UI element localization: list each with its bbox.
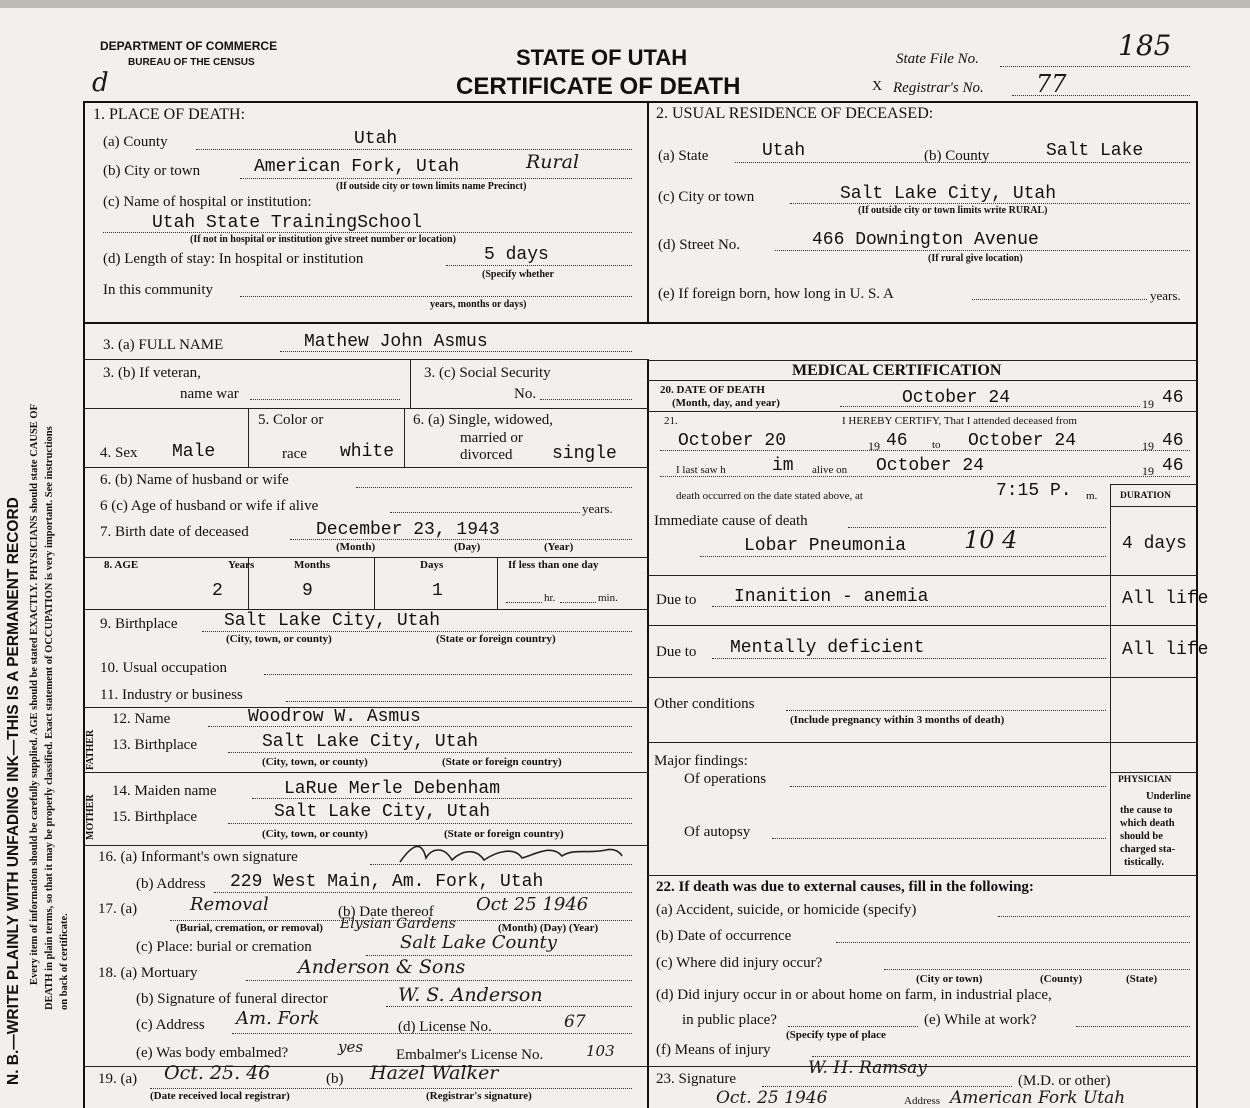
s21-time: 7:15 P.: [996, 481, 1072, 501]
s1-hospital-label: (c) Name of hospital or institution:: [103, 194, 312, 210]
s8-days-label: Days: [420, 559, 444, 571]
s23-signature-line: [762, 1086, 1012, 1087]
physician-note-5: charged sta-: [1120, 844, 1176, 855]
s23-signature-label: 23. Signature: [656, 1071, 736, 1087]
s17-cemetery: Elysian Gardens: [340, 916, 456, 932]
s21-alive-year: 46: [1162, 456, 1184, 476]
s17-c-label: (c) Place: burial or cremation: [136, 939, 312, 955]
s17-date: Oct 25 1946: [476, 894, 589, 915]
s20-line: [840, 406, 1140, 407]
s8-months: 9: [302, 581, 313, 601]
due1-label: Due to: [656, 592, 697, 608]
s1-stay-label: (d) Length of stay: In hospital or institution: [103, 251, 364, 267]
margin-warning: N. B.—WRITE PLAINLY WITH UNFADING INK—THIS IS A PERMANENT RECORD: [5, 497, 22, 1085]
rule-duration-sub: [1110, 506, 1198, 507]
rule-3bc-divider: [410, 359, 411, 408]
s15-note2: (State or foreign country): [444, 828, 564, 840]
s21-from-date: October 20: [678, 431, 787, 451]
s22-c-note1: (City or town): [916, 973, 983, 985]
s19-note1: (Date received local registrar): [150, 1090, 290, 1102]
frame-left: [83, 101, 85, 1108]
s19-b-label: (b): [326, 1071, 344, 1087]
s17-place: Salt Lake County: [400, 932, 557, 953]
s22-e-label: (e) While at work?: [924, 1012, 1037, 1028]
s19-date-received: Oct. 25. 46: [164, 1062, 271, 1084]
s1-city-line: [240, 178, 632, 179]
s6-marital-label2: married or: [460, 430, 523, 446]
ops-line: [790, 786, 1106, 787]
s15-bp-line: [228, 823, 632, 824]
s1-rural: Rural: [526, 151, 580, 173]
s13-note1: (City, town, or county): [262, 756, 368, 768]
s18-license: 67: [564, 1012, 586, 1032]
s22-a-line: [998, 916, 1190, 917]
other-label: Other conditions: [654, 696, 755, 712]
s1-county-label: (a) County: [103, 134, 168, 150]
s3-ssn-line: [540, 399, 632, 400]
s23-suffix: (M.D. or other): [1018, 1073, 1111, 1089]
s11-industry-line: [286, 701, 632, 702]
rule-cause-1: [647, 575, 1198, 576]
s8-min: min.: [598, 592, 618, 604]
s8-age-label: 8. AGE: [104, 559, 139, 571]
s13-note2: (State or foreign country): [442, 756, 562, 768]
s2-street: 466 Downington Avenue: [812, 230, 1039, 250]
other-note: (Include pregnancy within 3 months of death): [790, 714, 1005, 726]
s16-informant-label: 16. (a) Informant's own signature: [98, 849, 298, 865]
s2-state-line: [735, 162, 1190, 163]
physician-note-1: Underline: [1146, 791, 1191, 802]
s6-marital: single: [552, 444, 617, 464]
s21-line2: [660, 476, 1190, 477]
s13-bp: Salt Lake City, Utah: [262, 732, 479, 752]
s14-name-label: 14. Maiden name: [112, 783, 217, 799]
medical-title: MEDICAL CERTIFICATION: [792, 362, 1002, 379]
s20-death-date: October 24: [902, 388, 1011, 408]
s17-a-label: 17. (a): [98, 901, 138, 917]
s20-label: 20. DATE OF DEATH: [660, 384, 765, 396]
state-file-label: State File No.: [896, 51, 979, 67]
s23-date: Oct. 25 1946: [716, 1088, 828, 1108]
mark-x: X: [872, 79, 883, 94]
rule-other: [647, 742, 1198, 743]
s16-address-line: [214, 892, 632, 893]
s1-county-line: [196, 149, 632, 150]
s9-birthplace-line: [202, 631, 632, 632]
s7-month-note: (Month): [336, 541, 376, 553]
physician-note-3: which death: [1120, 818, 1175, 829]
rule-after-3a: [83, 359, 649, 360]
dur2: All life: [1122, 589, 1209, 609]
s10-occupation-label: 10. Usual occupation: [100, 660, 228, 676]
s14-name: LaRue Merle Debenham: [284, 779, 501, 799]
s8-hr-line: [506, 602, 542, 603]
s2-foreign-suffix: years.: [1150, 288, 1181, 303]
s21-alive-date: October 24: [876, 456, 985, 476]
s9-birthplace: Salt Lake City, Utah: [224, 611, 441, 631]
s8-years-label: Years: [228, 559, 255, 571]
s18-mortuary-line: [246, 980, 632, 981]
s3-veteran-line: [250, 399, 400, 400]
s22-f-label: (f) Means of injury: [656, 1042, 771, 1058]
physician-note-6: tistically.: [1124, 857, 1164, 868]
s22-c-label: (c) Where did injury occur?: [656, 955, 823, 971]
rule-after-456: [83, 467, 649, 468]
s18-embalmed: yes: [338, 1038, 364, 1056]
s9-note1: (City, town, or county): [226, 633, 332, 645]
s8-days: 1: [432, 581, 443, 601]
s18-director-line: [386, 1006, 632, 1007]
registrar-label: Registrar's No.: [893, 80, 984, 96]
s1-stay-note: (Specify whether: [482, 269, 554, 280]
s2-street-line: [775, 250, 1190, 251]
s3-veteran-label: 3. (b) If veteran,: [103, 365, 201, 381]
s18-embalmed-label: (e) Was body embalmed?: [136, 1045, 289, 1061]
s12-name-line: [208, 726, 632, 727]
s12-name: Woodrow W. Asmus: [248, 707, 421, 727]
cause3: Mentally deficient: [730, 638, 925, 658]
major-label: Major findings:: [654, 753, 748, 769]
other-line: [786, 710, 1106, 711]
s3-fullname-line: [280, 351, 632, 352]
s6b-spouse-line: [356, 487, 632, 488]
s13-bp-label: 13. Birthplace: [112, 737, 197, 753]
s1-hospital-line: [103, 232, 632, 233]
s21-occurred: death occurred on the date stated above, at: [676, 490, 863, 502]
s22-d-label2: in public place?: [682, 1012, 777, 1028]
s9-birthplace-label: 9. Birthplace: [100, 616, 178, 632]
s4-sex-label: 4. Sex: [100, 445, 138, 461]
s21-last-saw: im: [772, 456, 794, 476]
s16-informant-signature: [396, 838, 626, 870]
cause2-line: [712, 606, 1106, 607]
s18-address: Am. Fork: [236, 1008, 320, 1029]
mark-d: d: [92, 68, 109, 98]
s3-fullname-label: 3. (a) FULL NAME: [103, 337, 224, 353]
s8-months-label: Months: [294, 559, 331, 571]
rule-4-5: [248, 408, 249, 467]
rule-cause-2: [647, 625, 1198, 626]
s7-birth-date: December 23, 1943: [316, 520, 500, 540]
s20-yr-prefix: 19: [1142, 397, 1154, 411]
physician-title: PHYSICIAN: [1118, 775, 1172, 785]
rule-before-age: [83, 557, 649, 558]
s20-year: 46: [1162, 388, 1184, 408]
s21-to-yr-prefix: 19: [1142, 439, 1154, 453]
s23-address-label: Address: [904, 1095, 941, 1107]
mother-label: MOTHER: [85, 794, 96, 840]
s1-county: Utah: [354, 129, 398, 149]
s22-f-line: [812, 1056, 1190, 1057]
s2-city-line: [790, 203, 1190, 204]
s3-ssn-label2: No.: [514, 386, 537, 402]
s20-note: (Month, day, and year): [672, 397, 780, 409]
s7-day-note: (Day): [454, 541, 481, 553]
s22-c-line: [884, 969, 1190, 970]
rule-before-22: [647, 875, 1198, 876]
s2-street-note: (If rural give location): [928, 253, 1023, 264]
s22-d-note: (Specify type of place: [786, 1029, 886, 1041]
duration-label: DURATION: [1120, 491, 1172, 501]
rule-age-2: [374, 557, 375, 609]
s8-years: 2: [212, 581, 223, 601]
s7-birth-line: [290, 539, 632, 540]
s18-director: W. S. Anderson: [398, 984, 543, 1006]
center-divider-bottom: [647, 360, 649, 1108]
s11-industry-label: 11. Industry or business: [100, 687, 243, 703]
margin-instructions-1: Every item of information should be carefully supplied. AGE should be stated EXACTLY. PHYSICIANS should state CAUSE OF: [29, 404, 40, 985]
s9-note2: (State or foreign country): [436, 633, 556, 645]
s18-mortuary: Anderson & Sons: [298, 956, 466, 978]
s1-stay: 5 days: [484, 245, 549, 265]
s18-address-line: [232, 1033, 632, 1034]
cause2: Inanition - anemia: [734, 587, 929, 607]
rule-after-3bc: [83, 408, 649, 409]
s16-address-label: (b) Address: [136, 876, 206, 892]
s15-note1: (City, town, or county): [262, 828, 368, 840]
s21-from-year: 46: [886, 431, 908, 451]
dur3: All life: [1122, 640, 1209, 660]
father-label: FATHER: [85, 729, 96, 770]
s21-from-yr-prefix: 19: [868, 439, 880, 453]
dept-label: DEPARTMENT OF COMMERCE: [100, 39, 278, 53]
s2-state: Utah: [762, 141, 806, 161]
rule-after-20: [647, 411, 1198, 412]
margin-instructions-3: on back of certificate.: [59, 913, 70, 1010]
s21-certify: I HEREBY CERTIFY, That I attended deceased from: [842, 415, 1077, 427]
s6-marital-label3: divorced: [460, 447, 513, 463]
rule-physician: [1110, 772, 1198, 773]
s1-city: American Fork, Utah: [254, 157, 460, 177]
cause3-line: [712, 658, 1106, 659]
top-edge: [0, 0, 1250, 8]
immediate-label: Immediate cause of death: [654, 513, 808, 529]
s22-b-label: (b) Date of occurrence: [656, 928, 792, 944]
rule-after-1-2: [83, 322, 1198, 324]
s6c-age-suffix: years.: [582, 501, 613, 516]
s2-foreign-line: [972, 299, 1147, 300]
frame-top: [83, 101, 1198, 103]
center-divider-top: [647, 101, 649, 323]
s1-title: 1. PLACE OF DEATH:: [93, 106, 246, 123]
s21-to-date: October 24: [968, 431, 1077, 451]
s22-c-note3: (State): [1126, 973, 1158, 985]
s15-bp: Salt Lake City, Utah: [274, 802, 491, 822]
s5-race: white: [340, 442, 395, 462]
dur1: 4 days: [1122, 534, 1187, 554]
s19-registrar: Hazel Walker: [370, 1062, 499, 1084]
rule-after-medical-title: [647, 380, 1198, 381]
s2-foreign-label: (e) If foreign born, how long in U. S. A: [658, 286, 894, 302]
s3-fullname: Mathew John Asmus: [304, 332, 488, 352]
s8-lt-label: If less than one day: [508, 559, 599, 571]
s8-hr: hr.: [544, 592, 556, 604]
rule-age-3: [497, 557, 498, 609]
autopsy-label: Of autopsy: [684, 824, 751, 840]
s2-city-note: (If outside city or town limits write RURAL): [858, 205, 1048, 216]
s6c-age-line: [390, 512, 580, 513]
s6b-spouse-label: 6. (b) Name of husband or wife: [100, 472, 289, 488]
s21-to: to: [932, 439, 941, 451]
rule-after-age: [83, 609, 649, 610]
bureau-label: BUREAU OF THE CENSUS: [128, 57, 255, 68]
rule-cause-3: [647, 677, 1198, 678]
cause1: Lobar Pneumonia: [744, 536, 907, 556]
rule-duration: [1110, 484, 1111, 875]
s21-number: 21.: [664, 415, 678, 427]
s2-county: Salt Lake: [1046, 141, 1144, 161]
s1-city-label: (b) City or town: [103, 163, 201, 179]
s21-alive-on: alive on: [812, 464, 848, 476]
s15-bp-label: 15. Birthplace: [112, 809, 197, 825]
s2-title: 2. USUAL RESIDENCE OF DECEASED:: [656, 105, 934, 122]
rule-medical-top: [647, 360, 1198, 361]
s4-sex: Male: [172, 442, 216, 462]
s5-race-label: race: [282, 446, 307, 462]
physician-note-2: the cause to: [1120, 805, 1173, 816]
s17-b-label: (b) Date thereof: [338, 904, 434, 920]
s2-city-label: (c) City or town: [658, 189, 755, 205]
s2-county-label: (b) County: [924, 148, 990, 164]
s18-embalmer-license: 103: [586, 1042, 615, 1060]
state-file-line: [1000, 66, 1190, 67]
s1-community-label: In this community: [103, 282, 213, 298]
s19-a-label: 19. (a): [98, 1071, 138, 1087]
s18-director-label: (b) Signature of funeral director: [136, 991, 328, 1007]
s12-name-label: 12. Name: [112, 711, 171, 727]
s21-to-year: 46: [1162, 431, 1184, 451]
rule-duration-top: [1110, 484, 1198, 485]
autopsy-line: [772, 838, 1106, 839]
s18-license-label: (d) License No.: [398, 1019, 492, 1035]
s17-note1: (Burial, cremation, or removal): [176, 922, 323, 934]
s21-line1: [660, 450, 1190, 451]
s1-stay-line: [446, 265, 632, 266]
s1-hospital-note: (If not in hospital or institution give street number or location): [190, 234, 456, 245]
s2-state-label: (a) State: [658, 148, 709, 164]
s19-note2: (Registrar's signature): [426, 1090, 532, 1102]
certificate-title: CERTIFICATE OF DEATH: [456, 73, 741, 100]
s3-ssn-label: 3. (c) Social Security: [424, 365, 551, 381]
s21-m: m.: [1086, 490, 1098, 502]
state-file-no: 185: [1118, 29, 1172, 62]
registrar-no: 77: [1036, 70, 1067, 98]
s22-d-label: (d) Did injury occur in or about home on farm, in industrial place,: [656, 987, 1052, 1003]
s21-last-saw-label: I last saw h: [676, 464, 726, 476]
s18-address-label: (c) Address: [136, 1017, 205, 1033]
s22-c-note2: (County): [1040, 973, 1083, 985]
s2-city: Salt Lake City, Utah: [840, 184, 1057, 204]
s18-mortuary-label: 18. (a) Mortuary: [98, 965, 198, 981]
s10-occupation-line: [264, 674, 632, 675]
rule-after-father: [83, 772, 649, 773]
s8-min-line: [560, 602, 596, 603]
s16-address: 229 West Main, Am. Fork, Utah: [230, 872, 544, 892]
s7-birth-label: 7. Birth date of deceased: [100, 524, 249, 540]
due2-label: Due to: [656, 644, 697, 660]
rule-5-6: [404, 408, 405, 467]
s21-alive-yr-prefix: 19: [1142, 464, 1154, 478]
cause1-line: [700, 556, 1106, 557]
s1-city-note: (If outside city or town limits name Precinct): [336, 181, 527, 192]
s1-community-line: [240, 296, 632, 297]
s23-signature: W. H. Ramsay: [808, 1058, 927, 1078]
ops-label: Of operations: [684, 771, 767, 787]
s13-bp-line: [228, 752, 632, 753]
s23-address: American Fork Utah: [950, 1088, 1126, 1108]
s2-street-label: (d) Street No.: [658, 237, 741, 253]
s22-a-label: (a) Accident, suicide, or homicide (specify): [656, 902, 917, 918]
s17-removal: Removal: [190, 894, 269, 915]
s22-title: 22. If death was due to external causes, fill in the following:: [656, 879, 1034, 895]
cause1-code: 10 4: [964, 526, 1018, 554]
state-title: STATE OF UTAH: [516, 45, 688, 70]
s19-line: [150, 1088, 632, 1089]
s22-d-line: [788, 1026, 918, 1027]
s3-veteran-label2: name war: [180, 386, 239, 402]
s1-hospital: Utah State TrainingSchool: [152, 213, 423, 233]
s22-b-line: [836, 942, 1190, 943]
s18-embalmer-label: Embalmer's License No.: [396, 1047, 544, 1063]
s22-e-line: [1076, 1026, 1190, 1027]
s5-color-label: 5. Color or: [258, 412, 324, 428]
s1-community-note: years, months or days): [430, 299, 527, 310]
s14-name-line: [252, 798, 632, 799]
s6c-age-label: 6 (c) Age of husband or wife if alive: [100, 498, 319, 514]
physician-note-4: should be: [1120, 831, 1163, 842]
s7-year-note: (Year): [544, 541, 574, 553]
s17-note2: (Month) (Day) (Year): [498, 922, 599, 934]
s6-marital-label: 6. (a) Single, widowed,: [413, 412, 553, 428]
margin-instructions-2: DEATH in plain terms, so that it may be properly classified. Exact statement of OCCUPATION is very important. See instructions: [44, 426, 55, 1010]
